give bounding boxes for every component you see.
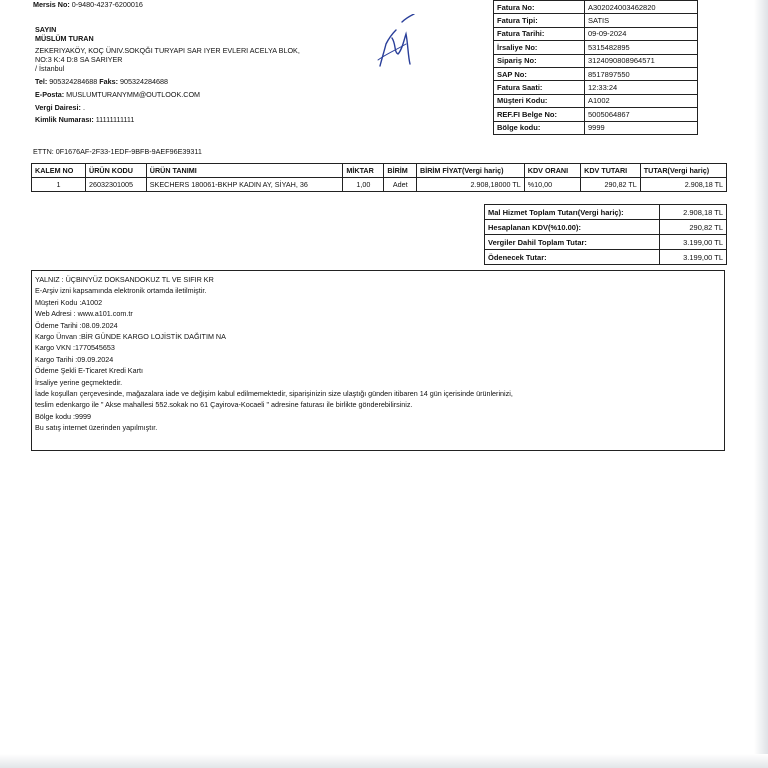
- invoice-meta-value: A302024003462820: [585, 1, 698, 14]
- invoice-meta-value: 5315482895: [585, 41, 698, 54]
- buyer-tax-office-line: [35, 103, 85, 112]
- table-cell: SKECHERS 180061-BKHP KADIN AY, SİYAH, 36: [146, 178, 343, 192]
- invoice-meta-value: 12:33:24: [585, 81, 698, 94]
- totals-label: Ödenecek Tutar:: [485, 250, 660, 265]
- totals-row: [485, 250, 727, 265]
- invoice-meta-label: Fatura No:: [494, 1, 585, 14]
- invoice-meta-row: [494, 121, 698, 134]
- page-shadow-bottom: [0, 754, 768, 768]
- invoice-meta-row: [494, 81, 698, 94]
- table-cell: Adet: [384, 178, 417, 192]
- totals-row: [485, 205, 727, 220]
- invoice-meta-value: A1002: [585, 94, 698, 107]
- notes-line: Ödeme Şekli E-Ticaret Kredi Kartı: [35, 366, 143, 376]
- invoice-meta-row: [494, 94, 698, 107]
- items-column-header: ÜRÜN KODU: [86, 164, 147, 178]
- totals-value: 3.199,00 TL: [660, 235, 727, 250]
- notes-line: Bölge kodu :9999: [35, 411, 91, 421]
- buyer-name: MÜSLÜM TURAN: [35, 34, 94, 43]
- totals-table: [484, 204, 727, 265]
- buyer-email-line: [35, 90, 200, 99]
- notes-line: Web Adresi : www.a101.com.tr: [35, 309, 133, 319]
- totals-row: [485, 235, 727, 250]
- totals-value: 2.908,18 TL: [660, 205, 727, 220]
- invoice-meta-row: [494, 108, 698, 121]
- invoice-meta-label: Bölge kodu:: [494, 121, 585, 134]
- invoice-meta-row: [494, 54, 698, 67]
- notes-line: E-Arşiv izni kapsamında elektronik ortamda iletilmiştir.: [35, 286, 207, 296]
- faks-value: 905324284688: [120, 77, 168, 86]
- invoice-meta-value: 9999: [585, 121, 698, 134]
- invoice-meta-label: İrsaliye No:: [494, 41, 585, 54]
- invoice-meta-value: 5005064867: [585, 108, 698, 121]
- invoice-meta-value: 8517897550: [585, 67, 698, 80]
- invoice-meta-label: REF.FI Belge No:: [494, 108, 585, 121]
- items-column-header: MİKTAR: [343, 164, 384, 178]
- invoice-meta-value: 09-09-2024: [585, 27, 698, 40]
- notes-line: Kargo Ünvan :BİR GÜNDE KARGO LOJİSTİK DAĞITIM NA: [35, 332, 226, 342]
- items-column-header: BİRİM FİYAT(Vergi hariç): [417, 164, 525, 178]
- tel-value: 905324284688: [49, 77, 98, 86]
- faks-label: Faks:: [99, 77, 118, 86]
- table-cell: 290,82 TL: [581, 178, 641, 192]
- items-column-header: ÜRÜN TANIMI: [146, 164, 343, 178]
- notes-line: Ödeme Tarihi :08.09.2024: [35, 320, 118, 330]
- items-column-header: KDV ORANI: [524, 164, 580, 178]
- totals-label: Mal Hizmet Toplam Tutarı(Vergi hariç):: [485, 205, 660, 220]
- invoice-meta-label: Müşteri Kodu:: [494, 94, 585, 107]
- invoice-meta-label: Fatura Tipi:: [494, 14, 585, 27]
- table-row: [32, 178, 727, 192]
- buyer-id-line: [35, 115, 134, 124]
- totals-value: 290,82 TL: [660, 220, 727, 235]
- invoice-meta-label: Fatura Saati:: [494, 81, 585, 94]
- table-cell: 2.908,18 TL: [640, 178, 726, 192]
- id-label: Kimlik Numarası:: [35, 115, 94, 124]
- items-column-header: KALEM NO: [32, 164, 86, 178]
- table-cell: %10,00: [524, 178, 580, 192]
- invoice-meta-table: [493, 0, 698, 135]
- invoice-meta-row: [494, 1, 698, 14]
- id-value: 11111111111: [95, 115, 135, 124]
- table-cell: 1,00: [343, 178, 384, 192]
- buyer-address-line2: NO:3 K:4 D:8 SA SARIYER: [35, 55, 123, 64]
- invoice-meta-row: [494, 41, 698, 54]
- items-column-header: BİRİM: [384, 164, 417, 178]
- email-label: E-Posta:: [35, 90, 65, 99]
- invoice-meta-label: Fatura Tarihi:: [494, 27, 585, 40]
- buyer-phone-line: [35, 77, 168, 86]
- notes-line: YALNIZ : ÜÇBINYÜZ DOKSANDOKUZ TL VE SIFIR KR: [35, 275, 214, 284]
- buyer-address-line1: ZEKERIYAKÖY, KOÇ ÜNIV.SOKQĞI TURYAPI SAR IYER EVLERI ACELYA BLOK,: [35, 46, 300, 55]
- invoice-meta-value: SATIS: [585, 14, 698, 27]
- notes-line: Bu satış internet üzerinden yapılmıştır.: [35, 423, 158, 433]
- table-cell: 2.908,18000 TL: [417, 178, 525, 192]
- notes-line: Kargo Tarihi :09.09.2024: [35, 354, 114, 364]
- invoice-meta-label: SAP No:: [494, 67, 585, 80]
- ettn-line: ETTN: 0F1676AF-2F33-1EDF-9BFB-9AEF96E39311: [33, 147, 202, 156]
- notes-box: [31, 270, 725, 451]
- notes-line: İade koşulları çerçevesinde, mağazalara iade ve değişim kabul edilmemektedir, siparişinizin size ulaştığı günden itibaren 14 gün içerisinde ürünlerinizi,: [35, 389, 513, 399]
- mersis-value: 0-9480-4237-6200016: [71, 0, 143, 9]
- table-cell: 1: [32, 178, 86, 192]
- invoice-meta-label: Sipariş No:: [494, 54, 585, 67]
- notes-line: Müşteri Kodu :A1002: [35, 297, 103, 307]
- page-shadow-right: [754, 0, 768, 768]
- items-table: [31, 163, 727, 192]
- buyer-title: SAYIN: [35, 25, 57, 34]
- invoice-meta-row: [494, 67, 698, 80]
- tax-office-value: .: [82, 103, 85, 112]
- totals-row: [485, 220, 727, 235]
- tel-label: Tel:: [35, 77, 48, 86]
- invoice-meta-row: [494, 27, 698, 40]
- items-header-row: [32, 164, 727, 178]
- table-cell: 26032301005: [86, 178, 147, 192]
- mersis-line: [33, 0, 143, 9]
- buyer-address-line3: / İstanbul: [35, 64, 65, 73]
- notes-line: İrsaliye yerine geçmektedir.: [35, 377, 123, 387]
- items-column-header: KDV TUTARI: [581, 164, 641, 178]
- items-column-header: TUTAR(Vergi hariç): [640, 164, 726, 178]
- email-value: MUSLUMTURANYMM@OUTLOOK.COM: [66, 90, 201, 99]
- notes-line: teslim edenkargo ile " Akse mahallesi 552.sokak no 61 Çayirova-Kocaeli " adresine faturası ile birlikte gönderebilirsiniz.: [35, 400, 413, 410]
- totals-label: Vergiler Dahil Toplam Tutar:: [485, 235, 660, 250]
- signature-image: [372, 14, 424, 70]
- mersis-label: Mersis No:: [33, 0, 70, 9]
- invoice-meta-row: [494, 14, 698, 27]
- invoice-meta-value: 3124090808964571: [585, 54, 698, 67]
- notes-line: Kargo VKN :1770545653: [35, 343, 115, 353]
- totals-value: 3.199,00 TL: [660, 250, 727, 265]
- totals-label: Hesaplanan KDV(%10.00):: [485, 220, 660, 235]
- tax-office-label: Vergi Dairesi:: [35, 103, 81, 112]
